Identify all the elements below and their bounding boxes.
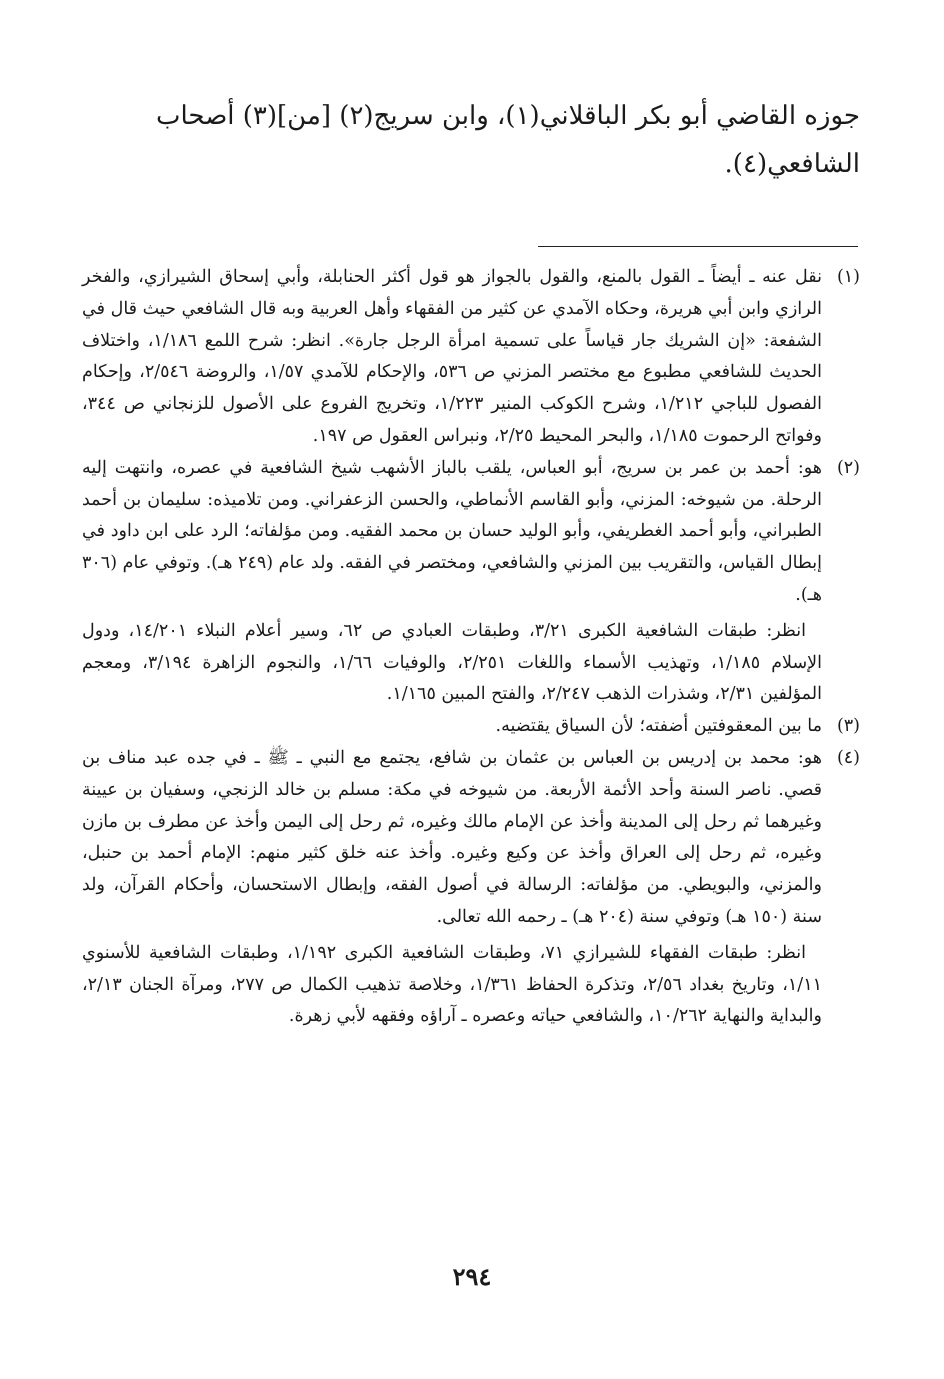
- footnote-2: [82, 453, 860, 711]
- main-text-line-1: جوزه القاضي أبو بكر الباقلاني(١)، وابن سريج(٢) [من](٣) أصحاب: [156, 101, 860, 131]
- footnote-number: (٣): [836, 716, 860, 737]
- footnotes: [82, 262, 860, 1033]
- footnote-separator: [538, 246, 858, 247]
- footnote-paragraph: هو: أحمد بن عمر بن سريج، أبو العباس، يلقب بالباز الأشهب شيخ الشافعية في عصره، وانتهت إليه الرحلة. من شيوخه: المزني، وأبو القاسم الأنماطي، والحسن الزعفراني. ومن تلاميذه: سليمان بن أحمد الطبراني، وأبو أحمد الغطريفي، وأبو الوليد حسان بن محمد الفقيه. ومن مؤلفاته؛ الرد على ابن داود في إبطال القياس، والتقريب بين المزني والشافعي، ومختصر في الفقه. ولد عام (٢٤٩ هـ). وتوفي عام (٣٠٦ هـ).: [82, 457, 822, 605]
- main-text-line-2: الشافعي(٤).: [724, 149, 860, 179]
- footnote-number: (٤): [836, 747, 860, 768]
- footnote-body: [82, 453, 822, 711]
- footnote-paragraph: نقل عنه ـ أيضاً ـ القول بالمنع، والقول بالجواز هو قول أكثر الحنابلة، وأبي إسحاق الشيرازي، والفخر الرازي وابن أبي هريرة، وحكاه الآمدي عن كثير من الفقهاء وأهل العربية وبه قال الشافعي حيث قال في الشفعة: «إن الشريك جار قياساً على تسمية امرأة الرجل جارة». انظر: شرح اللمع ١/١٨٦، واختلاف الحديث للشافعي مطبوع مع مختصر المزني ص ٥٣٦، والإحكام للآمدي ١/٥٧، والروضة ٢/٥٤٦، وإحكام الفصول للباجي ١/٢١٢، وشرح الكوكب المنير ١/٢٢٣، وتخريج الفروع على الأصول للزنجاني ص ٣٤٤، وفواتح الرحموت ١/١٨٥، والبحر المحيط ٢/٢٥، ونبراس العقول ص ١٩٧.: [82, 267, 822, 446]
- footnote-references: انظر: طبقات الفقهاء للشيرازي ٧١، وطبقات الشافعية الكبرى ١/١٩٢، وطبقات الشافعية للأسنوي ١/١١، وتاريخ بغداد ٢/٥٦، وتذكرة الحفاظ ١/٣٦١، وخلاصة تذهيب الكمال ص ٢٧٧، ومرآة الجنان ٢/١٣، والبداية والنهاية ١٠/٢٦٢، والشافعي حياته وعصره ـ آراؤه وفقهه لأبي زهرة.: [82, 942, 823, 1027]
- footnote-paragraph: هو: محمد بن إدريس بن العباس بن عثمان بن شافع، يجتمع مع النبي ـ ﷺ ـ في جده عبد مناف بن قصي. ناصر السنة وأحد الأئمة الأربعة. من شيوخه في مكة: مسلم بن خالد الزنجي، وسفيان بن عيينة وغيرهما ثم رحل إلى المدينة وأخذ عن الإمام مالك وغيره، ثم رحل إلى اليمن وأخذ عن مطرف بن مازن وغيره، ثم رحل إلى العراق وأخذ عن وكيع وغيره. وأخذ عنه خلق كثير منهم: الإمام أحمد بن حنبل، والمزني، والبويطي. من مؤلفاته: الرسالة في أصول الفقه، وإبطال الاستحسان، وأحكام القرآن، ولد سنة (١٥٠ هـ) وتوفي سنة (٢٠٤ هـ) ـ رحمه الله تعالى.: [82, 747, 822, 927]
- footnote-4: [82, 743, 860, 1033]
- main-text: [84, 92, 860, 188]
- footnote-paragraph: ما بين المعقوفتين أضفته؛ لأن السياق يقتضيه.: [495, 716, 822, 737]
- footnote-number: (١): [836, 267, 860, 287]
- footnote-1: [82, 262, 860, 453]
- footnote-body: [82, 743, 822, 1033]
- footnote-body: [82, 262, 822, 453]
- footnote-body: [82, 711, 822, 743]
- footnote-references: انظر: طبقات الشافعية الكبرى ٣/٢١، وطبقات العبادي ص ٦٢، وسير أعلام النبلاء ١٤/٢٠١، ودول الإسلام ١/١٨٥، وتهذيب الأسماء واللغات ٢/٢٥١، والوفيات ١/٦٦، والنجوم الزاهرة ٣/١٩٤، ومعجم المؤلفين ٢/٣١، وشذرات الذهب ٢/٢٤٧، والفتح المبين ١/١٦٥.: [82, 620, 822, 705]
- footnote-3: [82, 711, 860, 743]
- page-number: ٢٩٤: [452, 1262, 492, 1291]
- footnote-number: (٢): [836, 457, 860, 478]
